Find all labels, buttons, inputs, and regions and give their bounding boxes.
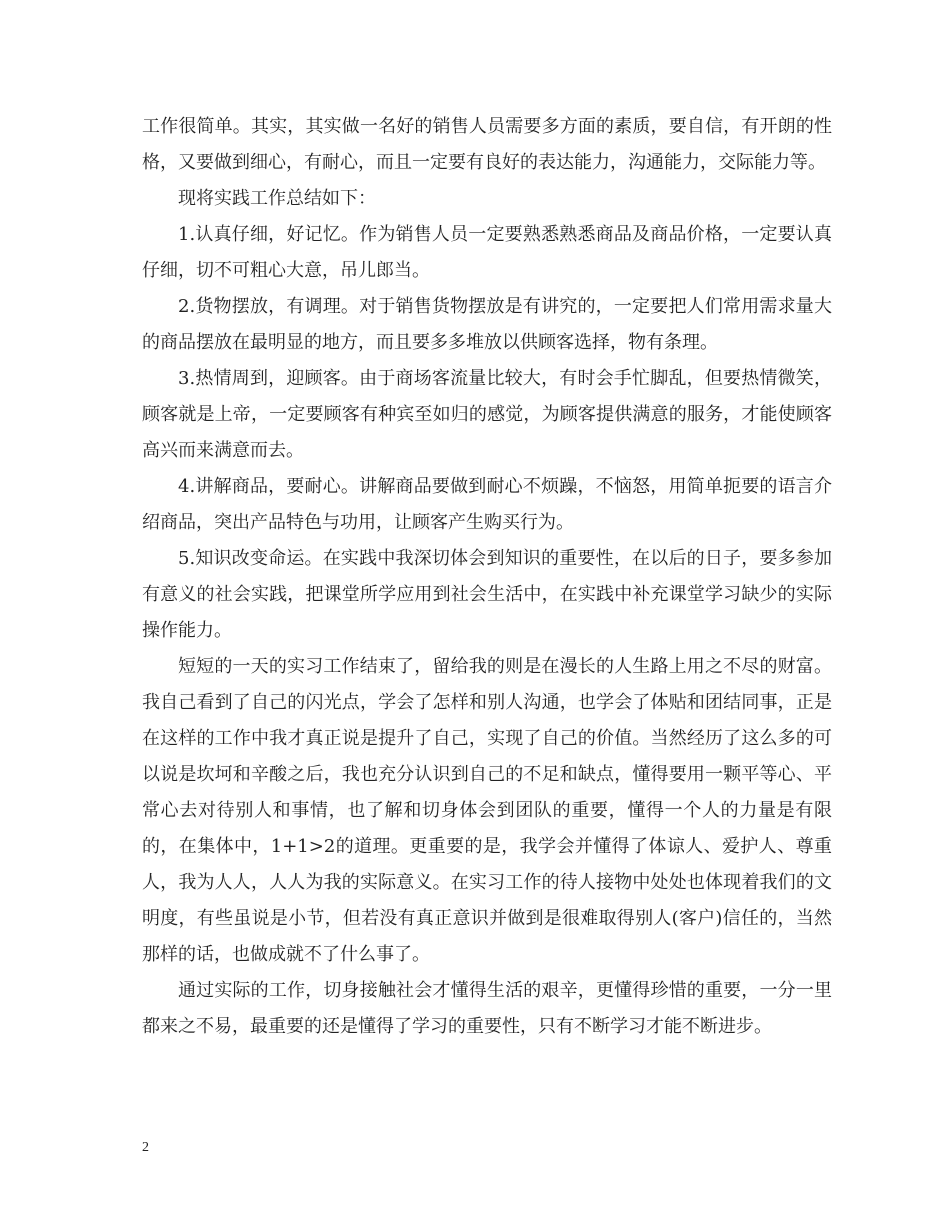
paragraph-2: 现将实践工作总结如下：: [178, 188, 376, 209]
paragraph-8: 短短的一天的实习工作结束了，留给我的则是在漫长的人生路上用之不尽的财富。我自己看到了自己的闪光点，学会了怎样和别人沟通，也学会了体贴和团结同事，正是在这样的工作中我才真正说是提升了自己，实现了自己的价值。当然经历了这么多的可以说是坎坷和辛酸之后，我也充分认识到自己的不足和缺点，懂得要用一颗平等心、平常心去对待别人和事情，也了解和切身体会到团队的重要，懂得一个人的力量是有限的，在集体中，1+1>2的道理。更重要的是，我学会并懂得了体谅人、爱护人、尊重人，我为人人，人人为我的实际意义。在实习工作的待人接物中处处也体现着我们的文明度，有些虽说是小节，但若没有真正意识并做到是很难取得别人(客户)信任的，当然那样的话，也做成就不了什么事了。: [142, 656, 832, 965]
paragraph-6: 4.讲解商品，要耐心。讲解商品要做到耐心不烦躁，不恼怒，用简单扼要的语言介绍商品，突出产品特色与功用，让顾客产生购买行为。: [142, 476, 832, 533]
paragraph-9: 通过实际的工作，切身接触社会才懂得生活的艰辛，更懂得珍惜的重要，一分一里都来之不易，最重要的还是懂得了学习的重要性，只有不断学习才能不断进步。: [142, 980, 832, 1037]
paragraph-3: 1.认真仔细，好记忆。作为销售人员一定要熟悉熟悉商品及商品价格，一定要认真仔细，切不可粗心大意，吊儿郎当。: [142, 224, 832, 281]
document-body: [142, 109, 832, 1045]
paragraph-5: 3.热情周到，迎顾客。由于商场客流量比较大，有时会手忙脚乱，但要热情微笑，顾客就是上帝，一定要顾客有种宾至如归的感觉，为顾客提供满意的服务，才能使顾客高兴而来满意而去。: [142, 368, 832, 461]
paragraph-7: 5.知识改变命运。在实践中我深切体会到知识的重要性，在以后的日子，要多参加有意义的社会实践，把课堂所学应用到社会生活中，在实践中补充课堂学习缺少的实际操作能力。: [142, 548, 832, 641]
page-number: 2: [142, 1140, 149, 1155]
paragraph-4: 2.货物摆放，有调理。对于销售货物摆放是有讲究的，一定要把人们常用需求量大的商品摆放在最明显的地方，而且要多多堆放以供顾客选择，物有条理。: [142, 296, 832, 353]
paragraph-1: 工作很简单。其实，其实做一名好的销售人员需要多方面的素质，要自信，有开朗的性格，又要做到细心，有耐心，而且一定要有良好的表达能力，沟通能力，交际能力等。: [142, 116, 832, 173]
